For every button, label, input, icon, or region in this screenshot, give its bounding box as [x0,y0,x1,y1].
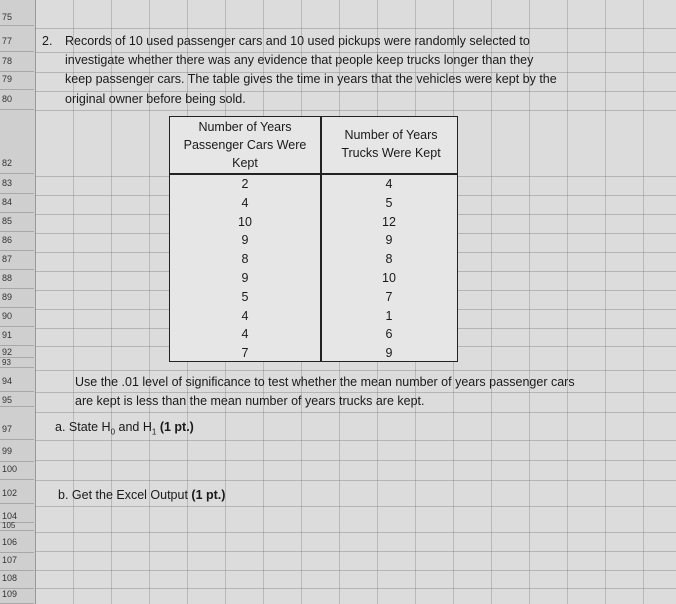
cell-truck-years: 6 [385,327,393,342]
grid-line [35,110,676,111]
part-b-label [58,488,225,502]
row-header[interactable]: 87 [0,254,34,270]
grid-line [35,28,676,29]
cell-passenger-years: 2 [241,177,249,191]
cell-passenger-years: 10 [238,214,252,229]
part-b-points: (1 pt.) [191,488,226,502]
grid-line [35,370,676,371]
problem-text-line: original owner before being sold. [65,92,246,106]
grid-line [35,588,676,589]
row-header[interactable]: 90 [0,311,34,327]
table-header-rule [170,173,457,175]
grid-line [35,392,676,393]
row-header[interactable]: 93 [0,358,34,368]
row-header[interactable]: 106 [0,537,34,553]
row-header[interactable]: 80 [0,94,34,110]
row-header[interactable]: 89 [0,292,34,308]
h1-subscript: 1 [151,427,157,437]
part-a-label [55,420,194,437]
row-header[interactable]: 95 [0,395,34,407]
grid-line [35,532,676,533]
part-b-prefix: b. Get the Excel Output [58,488,192,502]
cell-passenger-years: 4 [241,327,249,342]
cell-passenger-years: 8 [241,252,249,267]
row-header[interactable]: 83 [0,178,34,194]
row-header[interactable]: 78 [0,56,34,72]
row-header[interactable]: 94 [0,376,34,392]
cell-truck-years: 9 [385,233,393,248]
cell-truck-years: 9 [385,346,393,361]
data-table [169,116,458,362]
row-header[interactable]: 100 [0,464,34,480]
row-header-column [0,0,36,604]
grid-line [35,440,676,441]
cell-passenger-years: 4 [241,195,249,210]
row-header[interactable]: 79 [0,74,34,90]
grid-line [35,506,676,507]
col-header-trucks: Number of Years Trucks Were Kept [341,128,441,160]
row-header[interactable]: 82 [0,158,34,174]
grid-line [35,551,676,552]
part-a-prefix: a. State H [55,420,111,434]
grid-line [35,412,676,413]
row-header[interactable]: 109 [0,589,34,604]
grid-line [35,570,676,571]
instructions-line: Use the .01 level of significance to test whether the mean number of years passenger cars [75,375,575,389]
row-header[interactable]: 77 [0,36,34,52]
cell-truck-years: 10 [382,271,396,285]
row-header[interactable]: 86 [0,235,34,251]
problem-text-line: investigate whether there was any evidence that people keep trucks longer than they [65,53,534,67]
col-header-passenger-cars: Number of Years Passenger Cars Were Kept [183,120,307,170]
cell-passenger-years: 9 [241,233,249,248]
row-header[interactable]: 107 [0,555,34,571]
grid-line [35,480,676,481]
instructions-line: are kept is less than the mean number of years trucks are kept. [75,394,425,408]
row-header[interactable]: 88 [0,273,34,289]
row-header[interactable]: 108 [0,573,34,589]
grid-line [35,460,676,461]
row-header[interactable]: 85 [0,216,34,232]
cell-truck-years: 8 [385,252,393,267]
cell-passenger-years: 4 [241,308,249,323]
row-header[interactable]: 99 [0,446,34,462]
part-a-points: (1 pt.) [156,420,194,434]
h0-subscript: 0 [110,427,116,437]
cell-truck-years: 1 [385,308,393,323]
cell-truck-years: 5 [385,195,393,210]
cell-passenger-years: 5 [241,289,249,304]
row-header[interactable]: 91 [0,330,34,346]
cell-truck-years: 7 [385,289,393,304]
problem-number: 2. [42,34,53,48]
row-header[interactable]: 105 [0,521,34,531]
problem-text-line: keep passenger cars. The table gives the time in years that the vehicles were kept by the [65,72,557,86]
row-header[interactable]: 102 [0,488,34,504]
row-header[interactable]: 75 [0,12,34,26]
cell-truck-years: 12 [382,214,396,229]
row-header[interactable]: 84 [0,197,34,213]
row-header[interactable]: 97 [0,424,34,440]
problem-text-line: Records of 10 used passenger cars and 10 used pickups were randomly selected to [65,34,530,48]
cell-passenger-years: 9 [241,271,249,285]
row-header[interactable]: 104 [0,511,34,523]
cell-passenger-years: 7 [241,346,249,361]
row-header[interactable]: 92 [0,347,34,358]
part-a-and: and H [115,420,152,434]
cell-truck-years: 4 [385,177,393,191]
